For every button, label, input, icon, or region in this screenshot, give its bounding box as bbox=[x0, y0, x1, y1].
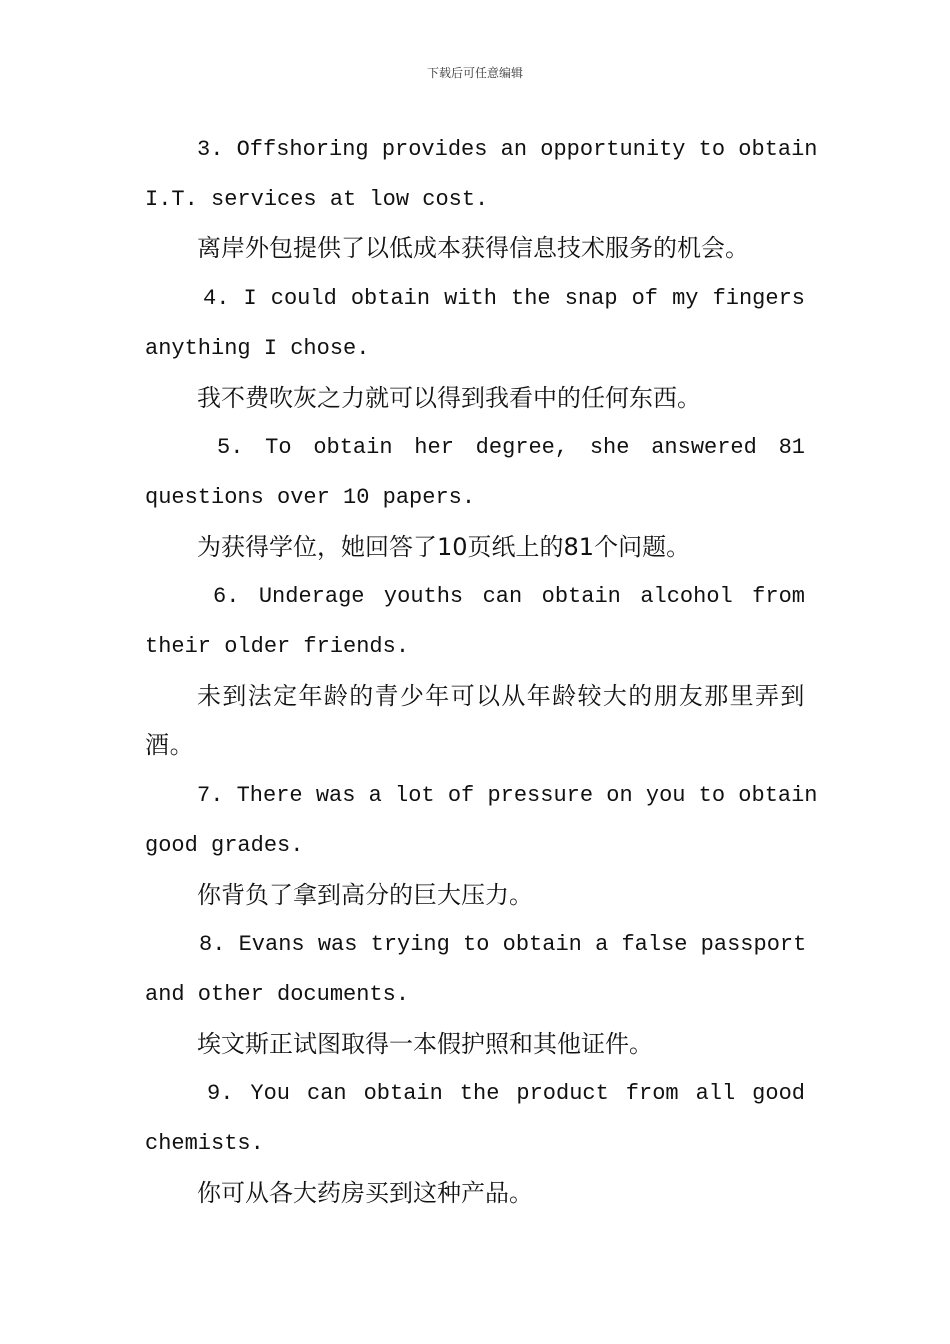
chinese-translation: 我不费吹灰之力就可以得到我看中的任何东西。 bbox=[197, 383, 701, 412]
english-line-2: questions over 10 papers. bbox=[145, 484, 476, 510]
english-line-1: 8. Evans was trying to obtain a false passport bbox=[199, 932, 807, 958]
english-line-2: anything I chose. bbox=[145, 335, 370, 361]
english-line-1: 7. There was a lot of pressure on you to obtain bbox=[197, 783, 818, 809]
english-line-1: 5. To obtain her degree, she answered 81 bbox=[217, 435, 805, 461]
english-line-2: good grades. bbox=[145, 832, 304, 858]
example-sentence bbox=[145, 423, 805, 572]
english-line-1: 9. You can obtain the product from all good bbox=[207, 1081, 805, 1107]
english-line-1: 3. Offshoring provides an opportunity to obtain bbox=[197, 137, 818, 162]
example-sentence bbox=[145, 274, 805, 423]
example-sentence bbox=[145, 771, 818, 920]
english-line-2: chemists. bbox=[145, 1131, 264, 1157]
chinese-translation: 你背负了拿到高分的巨大压力。 bbox=[197, 880, 533, 909]
example-sentence bbox=[145, 125, 818, 274]
chinese-translation: 为获得学位，她回答了10页纸上的81个问题。 bbox=[197, 532, 691, 561]
example-sentence bbox=[145, 572, 805, 771]
english-sentence bbox=[145, 125, 818, 224]
example-sentence bbox=[145, 920, 805, 1069]
chinese-translation: 你可从各大药房买到这种产品。 bbox=[197, 1178, 533, 1207]
chinese-translation: 埃文斯正试图取得一本假护照和其他证件。 bbox=[197, 1029, 653, 1058]
chinese-translation: 未到法定年龄的青少年可以从年龄较大的朋友那里弄到酒。 bbox=[145, 681, 805, 760]
english-line-1: 6. Underage youths can obtain alcohol from bbox=[213, 584, 805, 610]
english-sentence bbox=[145, 1069, 805, 1168]
english-sentence bbox=[145, 423, 805, 522]
example-sentence bbox=[145, 1069, 805, 1218]
english-line-2: I.T. services at low cost. bbox=[145, 186, 489, 212]
english-line-1: 4. I could obtain with the snap of my fingers bbox=[203, 286, 805, 312]
page-header: 下载后可任意编辑 bbox=[426, 66, 523, 80]
english-line-2: their older friends. bbox=[145, 634, 410, 660]
english-sentence bbox=[145, 572, 805, 671]
document-body bbox=[145, 125, 818, 1218]
english-sentence bbox=[145, 771, 818, 870]
english-line-2: and other documents. bbox=[145, 981, 410, 1007]
chinese-translation: 离岸外包提供了以低成本获得信息技术服务的机会。 bbox=[197, 234, 749, 263]
english-sentence bbox=[145, 920, 805, 1019]
english-sentence bbox=[145, 274, 805, 373]
